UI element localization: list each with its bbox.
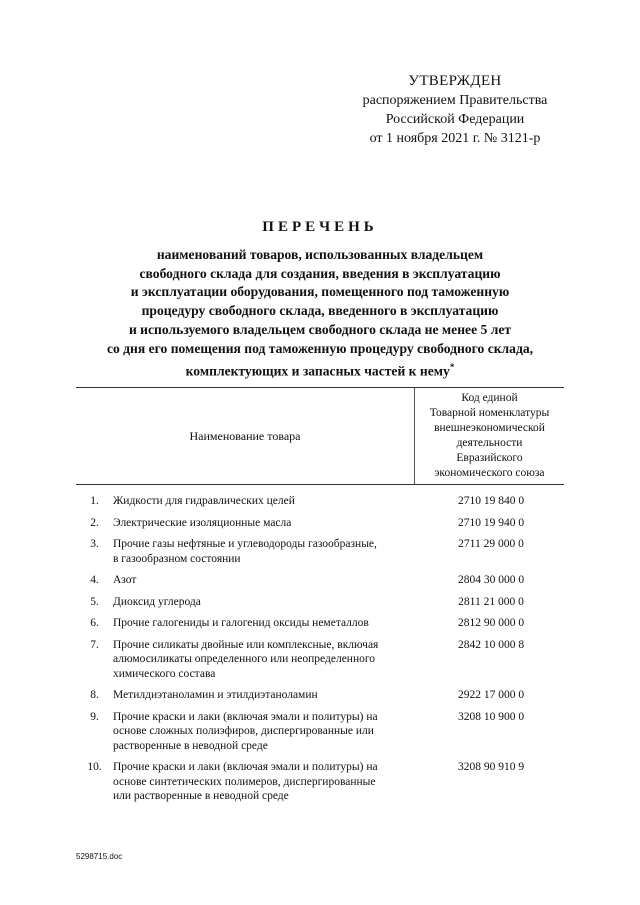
table-row (76, 760, 564, 804)
row-name (113, 595, 418, 610)
row-number: 1. (90, 495, 99, 507)
row-number: 9. (90, 710, 99, 723)
row-name-line: основе синтетических полимеров, диспергированные (113, 775, 376, 788)
table-row (76, 616, 564, 631)
row-number: 8. (90, 689, 99, 701)
subtitle-line: процедуру свободного склада, введенного в эксплуатацию (141, 303, 499, 319)
row-name-line: Жидкости для гидравлических целей (113, 495, 295, 507)
column-header-code-line: Товарной номенклатуры (429, 407, 550, 419)
row-name (113, 710, 418, 754)
row-name-line: Прочие краски и лаки (включая эмали и политуры) на (113, 761, 378, 773)
table-row (76, 573, 564, 588)
row-code: 2711 29 000 0 (458, 538, 524, 550)
approval-line-1: распоряжением Правительства (362, 93, 548, 108)
table-row (76, 537, 564, 566)
row-name-line: алюмосиликаты определенного или неопределенного (113, 653, 376, 665)
footnote-mark: * (449, 362, 455, 373)
row-number: 3. (90, 538, 99, 550)
row-number: 4. (90, 574, 99, 586)
row-name (113, 516, 418, 531)
row-name-line: в газообразном состоянии (113, 552, 241, 565)
subtitle-line: комплектующих и запасных частей к нему* (185, 362, 455, 379)
column-header-name: Наименование товара (189, 428, 301, 443)
row-name-line: Прочие галогениды и галогенид оксиды неметаллов (113, 617, 369, 629)
row-name (113, 616, 418, 631)
row-code: 2710 19 840 0 (457, 495, 525, 507)
row-name-line: Диоксид углерода (113, 595, 201, 608)
table-row (76, 688, 564, 703)
file-name: 5298715.doc (76, 852, 123, 861)
column-header-code-line: деятельности (456, 437, 523, 449)
table-row (76, 638, 564, 682)
column-header-code-line: внешнеэкономической (434, 422, 545, 434)
row-name (113, 638, 418, 682)
row-name (113, 537, 418, 566)
row-number: 5. (90, 595, 99, 608)
row-code: 2710 19 940 0 (457, 516, 525, 529)
column-header-code (415, 391, 564, 481)
row-name-line: Прочие краски и лаки (включая эмали и политуры) на (113, 710, 378, 723)
column-header-code-line: экономического союза (434, 467, 545, 479)
row-name-line: основе сложных полиэфиров, диспергированные или (113, 725, 374, 737)
column-header-code-line: Код единой (461, 392, 518, 404)
row-code: 2812 90 000 0 (457, 617, 525, 629)
row-number: 6. (90, 617, 99, 629)
row-number: 10. (87, 761, 102, 773)
row-name (113, 573, 418, 588)
table-header (76, 387, 564, 485)
row-name-line: Прочие силикаты двойные или комплексные, включая (113, 638, 379, 651)
table-row (76, 710, 564, 754)
approval-line-3: от 1 ноября 2021 г. № 3121-р (369, 131, 541, 146)
approval-block (350, 72, 560, 148)
row-code: 3208 10 900 0 (457, 710, 525, 723)
row-name-line: Прочие газы нефтяные и углеводороды газообразные, (113, 538, 377, 550)
row-name (113, 760, 418, 804)
table-row (76, 494, 564, 509)
row-code: 2811 21 000 0 (458, 595, 524, 608)
subtitle-line: свободного склада для создания, введения в эксплуатацию (139, 265, 501, 281)
row-code: 2922 17 000 0 (457, 689, 525, 701)
row-name-line: Электрические изоляционные масла (113, 516, 292, 529)
row-name-line: или растворенные в неводной среде (113, 790, 289, 802)
subtitle-line: наименований товаров, использованных владельцем (156, 247, 484, 262)
row-code: 2804 30 000 0 (457, 574, 525, 586)
table-body (76, 494, 564, 811)
approval-heading: УТВЕРЖДЕН (408, 73, 502, 89)
row-name (113, 494, 418, 509)
column-header-code-line: Евразийского (456, 452, 523, 464)
row-name-line: растворенные в неводной среде (113, 739, 268, 752)
table-row (76, 595, 564, 610)
approval-line-2: Российской Федерации (385, 112, 525, 127)
subtitle-line: со дня его помещения под таможенную процедуру свободного склада, (106, 340, 534, 356)
document-title: ПЕРЕЧЕНЬ (262, 219, 378, 235)
row-number: 7. (90, 638, 99, 651)
row-code: 3208 90 910 9 (457, 761, 525, 773)
row-name-line: Метилдиэтаноламин и этилдиэтаноламин (113, 689, 318, 701)
row-name-line: Азот (113, 574, 137, 586)
table-row (76, 516, 564, 531)
subtitle-line: и эксплуатации оборудования, помещенного под таможенную (130, 284, 510, 300)
row-number: 2. (90, 516, 99, 529)
row-name (113, 688, 418, 703)
subtitle-line: и используемого владельцем свободного склада не менее 5 лет (128, 321, 512, 337)
document-subtitle (60, 246, 580, 381)
row-name-line: химического состава (113, 667, 216, 680)
row-code: 2842 10 000 8 (457, 638, 525, 651)
